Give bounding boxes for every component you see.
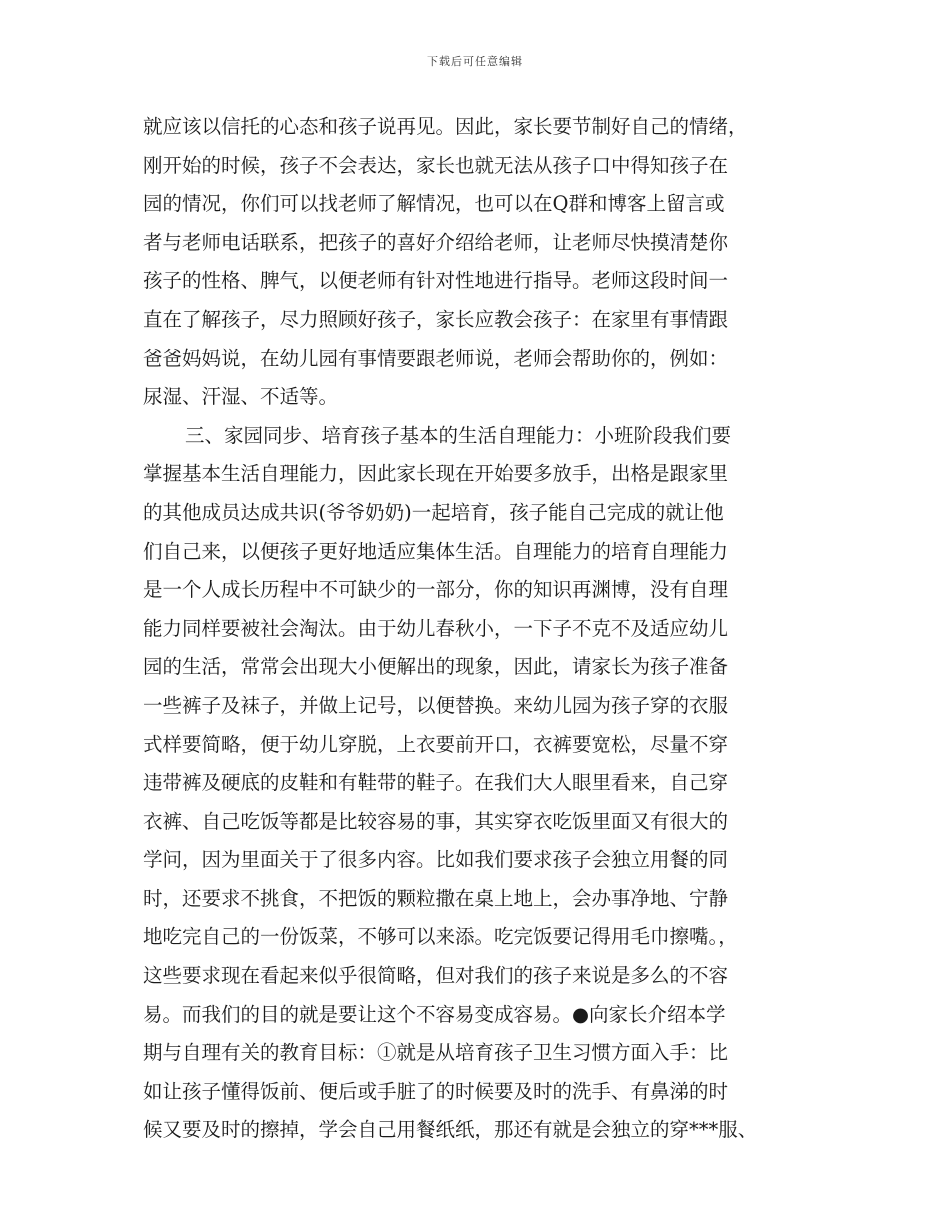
text-line: 式样要简略，便于幼儿穿脱，上衣要前开口，衣裤要宽松，尽量不穿 — [143, 732, 729, 756]
text-line: 园的情况，你们可以找老师了解情况，也可以在Q群和博客上留言或 — [143, 192, 725, 216]
text-line: 一些裤子及袜子，并做上记号，以便替换。来幼儿园为孩子穿的衣服 — [143, 693, 729, 717]
text-line: 孩子的性格、脾气，以便老师有针对性地进行指导。老师这段时间一 — [143, 269, 729, 293]
text-line: 衣裤、自己吃饭等都是比较容易的事，其实穿衣吃饭里面又有很大的 — [143, 809, 729, 833]
body-text — [143, 108, 815, 1150]
text-line: 直在了解孩子，尽力照顾好孩子，家长应教会孩子：在家里有事情跟 — [143, 307, 729, 331]
text-line: 们自己来，以便孩子更好地适应集体生活。自理能力的培育自理能力 — [143, 539, 729, 563]
text-line: 就应该以信托的心态和孩子说再见。因此，家长要节制好自己的情绪， — [143, 115, 748, 138]
text-line: 的其他成员达成共识(爷爷奶奶)一起培育，孩子能自己完成的就让他 — [143, 500, 724, 524]
text-line: 学问，因为里面关于了很多内容。比如我们要求孩子会独立用餐的同 — [143, 848, 729, 872]
text-line: 易。而我们的目的就是要让这个不容易变成容易。●向家长介绍本学 — [143, 1002, 726, 1026]
text-line: 候又要及时的擦掉，学会自己用餐纸纸，那还有就是会独立的穿***服、 — [143, 1118, 758, 1142]
text-line: 地吃完自己的一份饭菜，不够可以来添。吃完饭要记得用毛巾擦嘴。， — [143, 925, 738, 949]
text-line: 刚开始的时候，孩子不会表达，家长也就无法从孩子口中得知孩子在 — [143, 153, 729, 177]
text-line: 违带裤及硬底的皮鞋和有鞋带的鞋子。在我们大人眼里看来，自己穿 — [143, 771, 729, 795]
text-line: 园的生活，常常会出现大小便解出的现象，因此，请家长为孩子准备 — [143, 655, 729, 679]
page-header: 下载后可任意编辑 — [427, 55, 523, 68]
text-line: 是一个人成长历程中不可缺少的一部分，你的知识再渊博，没有自理 — [143, 578, 729, 602]
text-line: 掌握基本生活自理能力，因此家长现在开始要多放手，出格是跟家里 — [143, 462, 729, 486]
section-heading-line: 三、家园同步、培育孩子基本的生活自理能力：小班阶段我们要 — [185, 423, 732, 447]
text-line: 这些要求现在看起来似乎很简略，但对我们的孩子来说是多么的不容 — [143, 964, 729, 988]
text-line: 爸爸妈妈说，在幼儿园有事情要跟老师说，老师会帮助你的，例如： — [143, 346, 729, 370]
text-line: 者与老师电话联系，把孩子的喜好介绍给老师，让老师尽快摸清楚你 — [143, 230, 729, 254]
text-line: 能力同样要被社会淘汰。由于幼儿春秋小，一下子不克不及适应幼儿 — [143, 616, 729, 640]
text-line: 时，还要求不挑食，不把饭的颗粒撒在桌上地上，会办事净地、宁静 — [143, 886, 729, 910]
text-line: 尿湿、汗湿、不适等。 — [143, 385, 339, 409]
text-line: 期与自理有关的教育目标：①就是从培育孩子卫生习惯方面入手：比 — [143, 1041, 729, 1065]
text-line: 如让孩子懂得饭前、便后或手脏了的时候要及时的洗手、有鼻涕的时 — [143, 1079, 729, 1103]
